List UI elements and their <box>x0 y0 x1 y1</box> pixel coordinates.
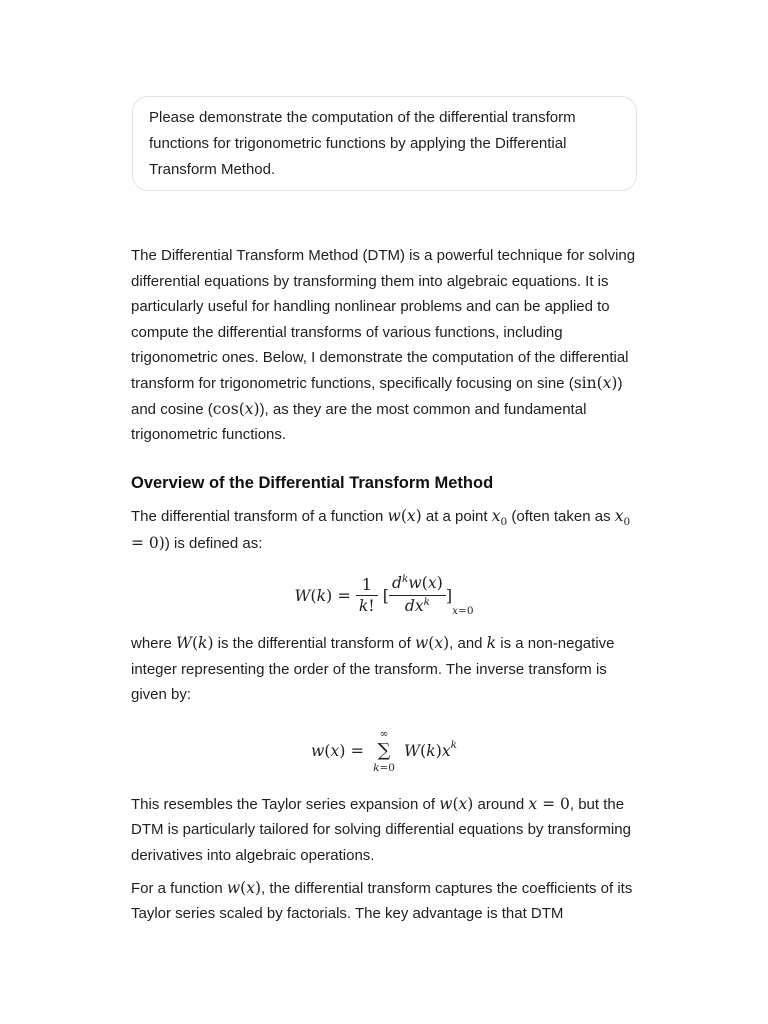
assistant-response <box>131 243 637 927</box>
factorial-fraction: $\frac{1}{k!}$ <box>356 575 378 616</box>
where-paragraph: where W(k) is the differential transform of w(x), and k is a non-negative integer representing the order of the transform. The inverse transform is given by: <box>131 633 615 704</box>
definition-paragraph: The differential transform of a function w(x) at a point $x_0$ (often taken as $x_0 = 0$)) is defined as: <box>131 506 631 553</box>
intro-paragraph: The Differential Transform Method (DTM) is a powerful technique for solving differential equations by transforming them into algebraic equations. It is particularly useful for handling nonlinear problems and can be applied to compute the differential transforms of various functions, including trigonometric ones. Below, I demonstrate the computation of the differential transform for trigonometric functions, specifically focusing on sine (sin(x)) and cosine (cos(x)), as they are the most common and fundamental trigonometric functions. <box>131 247 636 444</box>
user-prompt-card <box>132 96 637 191</box>
transform-definition-formula: W ( k ) = $\frac{1}{k!}$ [ $\frac{d^kw(x)}{dx^k}$ ] x=0 <box>294 573 474 617</box>
summation-operator: ∞ ∑ k=0 <box>373 727 395 774</box>
user-prompt-text: Please demonstrate the computation of the differential transform functions for trigonometric functions by applying the Differential Transform Method. <box>149 109 576 178</box>
derivative-fraction: $\frac{d^kw(x)}{dx^k}$ <box>389 573 446 618</box>
taylor-paragraph: This resembles the Taylor series expansion of w(x) around x = 0, but the DTM is particularly tailored for solving differential equations by transforming derivatives into algebraic operations. <box>131 794 631 864</box>
section-heading: Overview of the Differential Transform Method <box>131 473 494 492</box>
function-paragraph: For a function w(x), the differential transform captures the coefficients of its Taylor series scaled by factorials. The key advantage is that DTM <box>131 878 633 923</box>
inverse-transform-formula: w ( x ) = ∞ ∑ k=0 W ( k ) x k <box>310 727 458 774</box>
